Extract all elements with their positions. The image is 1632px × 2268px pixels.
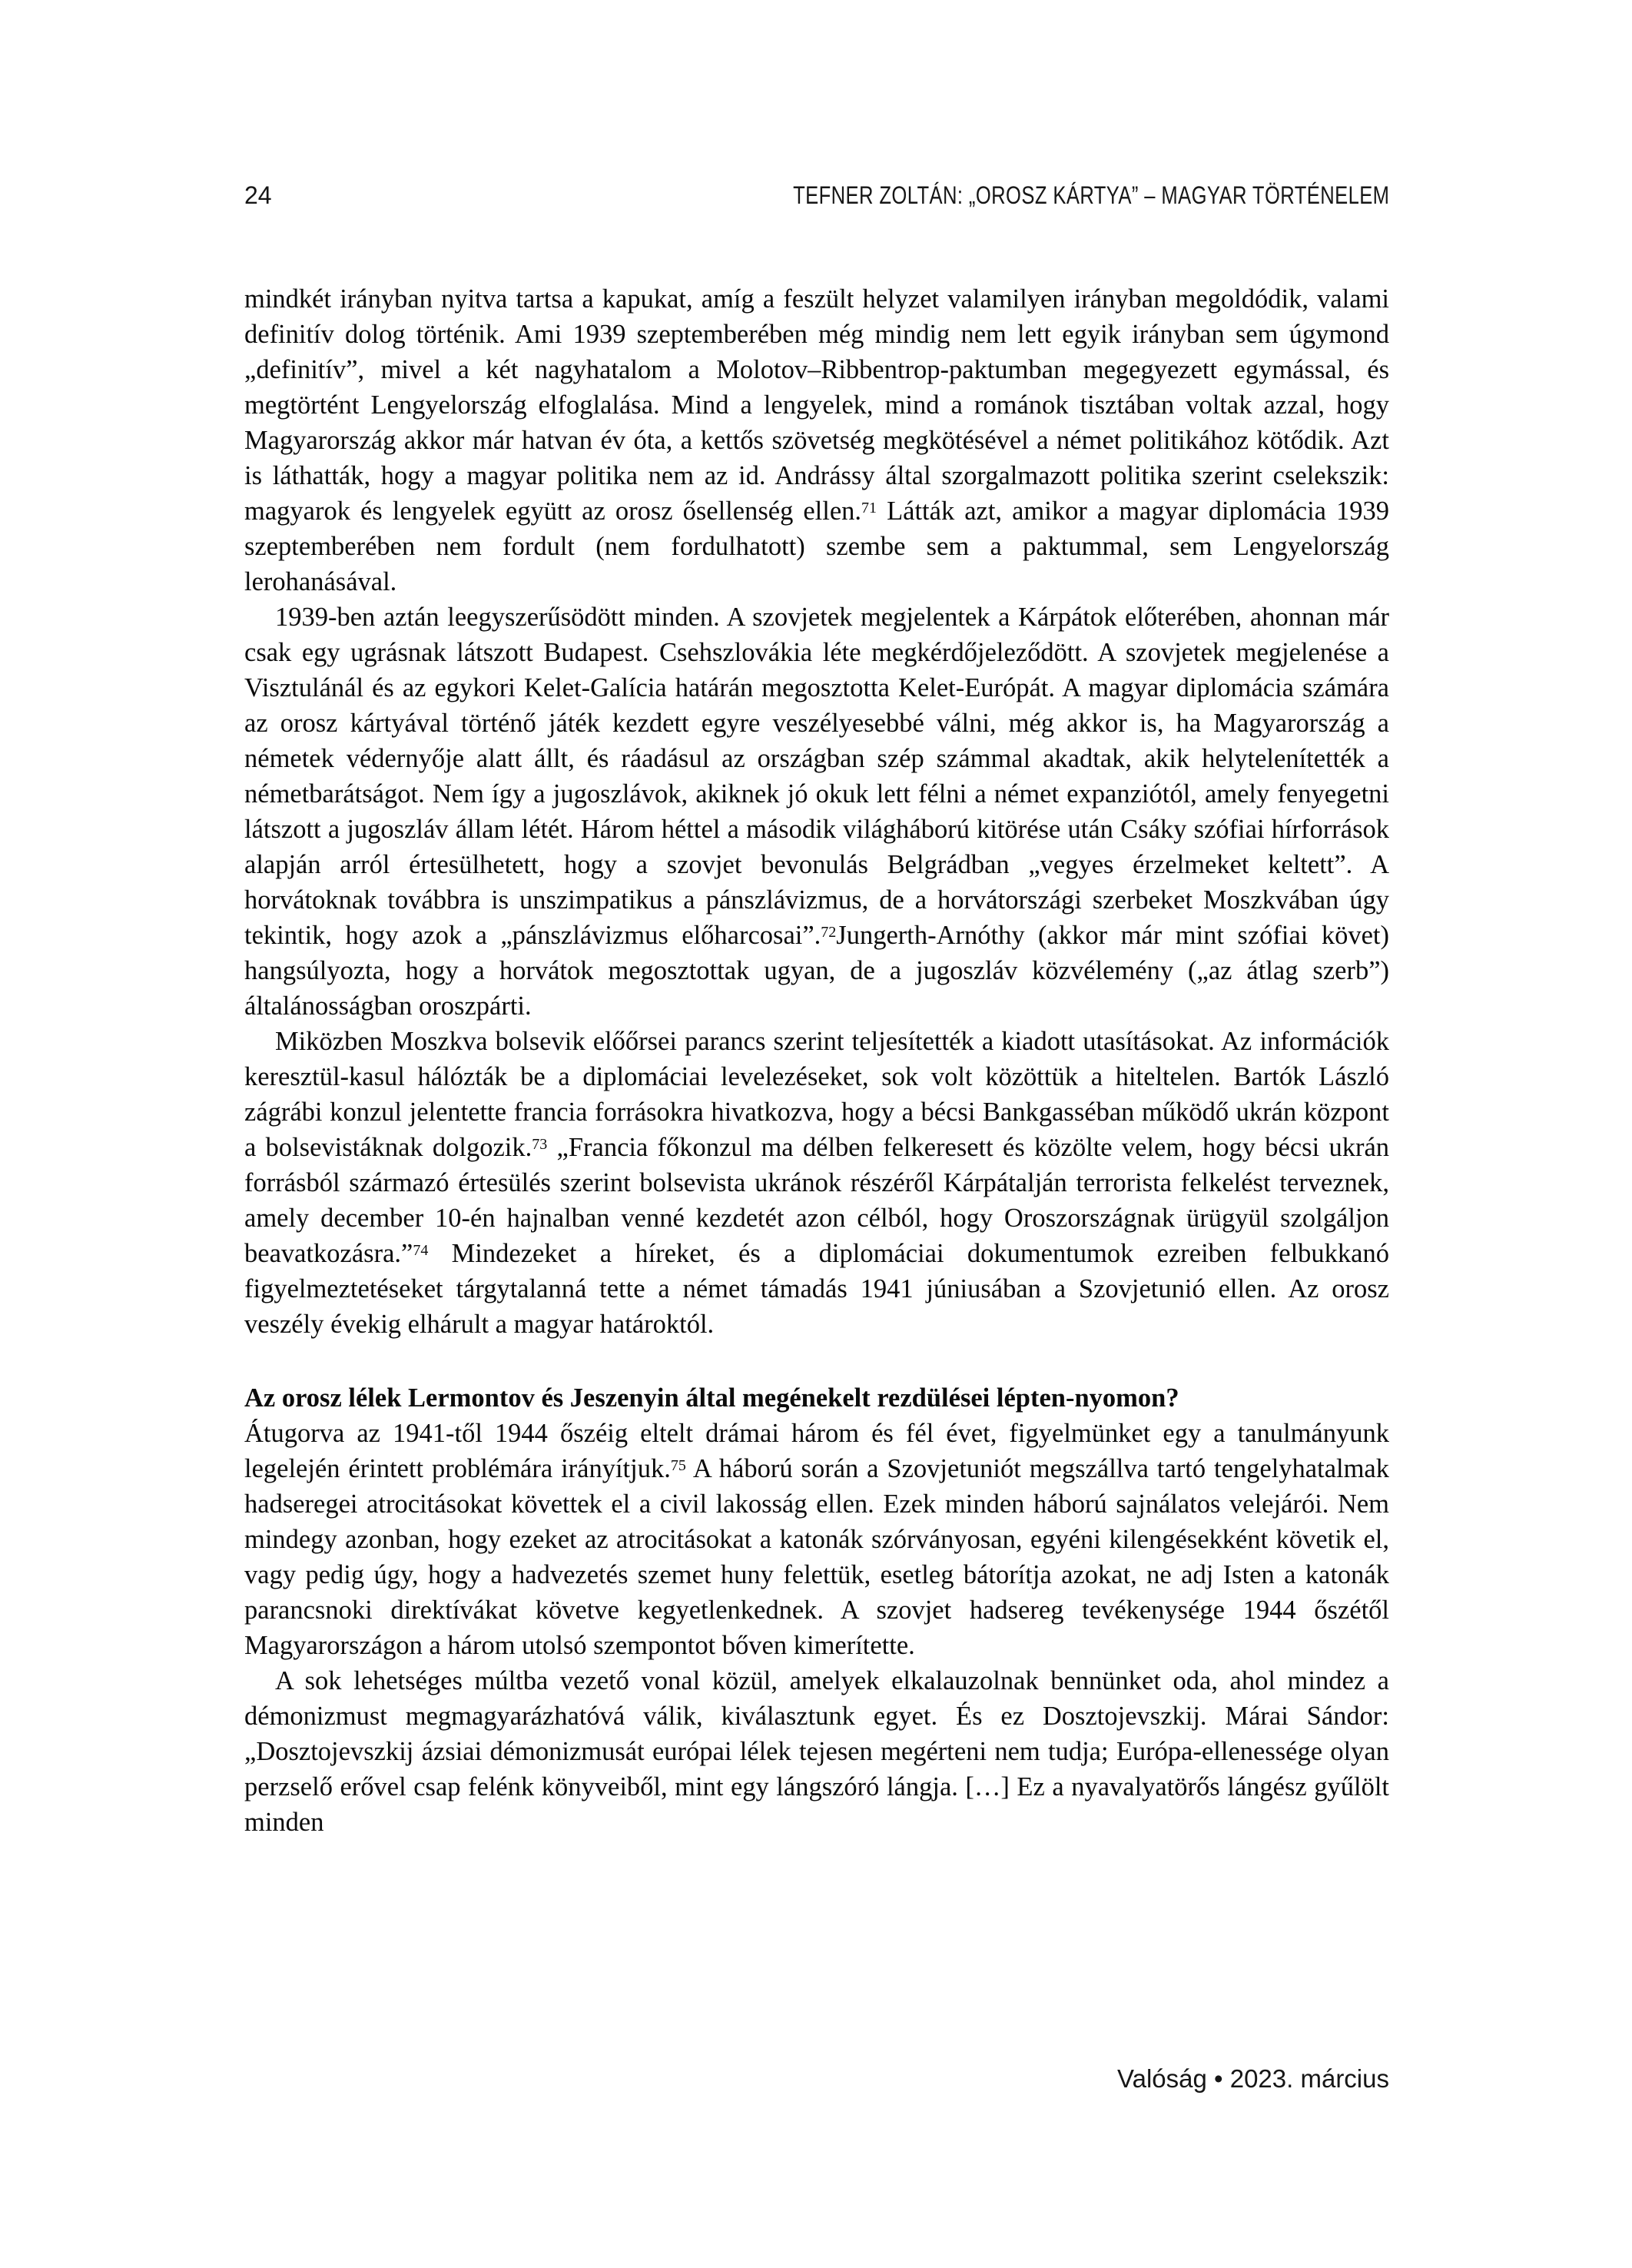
paragraph: Átugorva az 1941-től 1944 őszéig eltelt drámai három és fél évet, figyelmünket egy a tanulmányunk legelején érintett problémára irányítjuk.$^{75}$ A háború során a Szovjetuniót megszállva tartó tengelyhatalmak hadseregei atrocitásokat követtek el a civil lakosság ellen. Ezek minden háború sajnálatos velejárói. Nem mindegy azonban, hogy ezeket az atrocitásokat a katonák szórványosan, egyéni kilengésekként követik el, vagy pedig úgy, hogy a hadvezetés szemet huny felettük, esetleg bátorítja azokat, ne adj Isten a katonák parancsnoki direktívákat követve kegyetlenkednek. A szovjet hadsereg tevékenysége 1944 őszétől Magyarországon a három utolsó szempontot bőven kimerítette. [244,1419,1389,1660]
paragraph: A sok lehetséges múltba vezető vonal közül, amelyek elkalauzolnak bennünket oda, ahol mindez a démonizmust megmagyarázhatóvá válik, kiválasztunk egyet. És ez Dosztojevszkij. Márai Sándor: „Dosztojevszkij ázsiai démonizmusát európai lélek tejesen megérteni nem tudja; Európa-ellenessége olyan perzselő erővel csap felénk könyveiből, mint egy lángszóró lángja. […] Ez a nyavalyatörős lángész gyűlölt minden [244,1666,1389,1837]
section-heading: Az orosz lélek Lermontov és Jeszenyin által megénekelt rezdülései lépten-nyomon? [244,1383,1179,1413]
journal-footer-text: Valóság • 2023. március [1117,2064,1389,2093]
paragraph: 1939-ben aztán leegyszerűsödött minden. A szovjetek megjelentek a Kárpátok előterében, ahonnan már csak egy ugrásnak látszott Budapest. Csehszlovákia léte megkérdőjeleződött. A szovjetek megjelenése a Visztulánál és az egykori Kelet-Galícia határán megosztotta Kelet-Európát. A magyar diplomácia számára az orosz kártyával történő játék kezdett egyre veszélyesebbé válni, még akkor is, ha Magyarország a németek védernyője alatt állt, és ráadásul az országban szép számmal akadtak, akik helytelenítették a németbarátságot. Nem így a jugoszlávok, akiknek jó okuk lett félni a német expanziótól, amely fenyegetni látszott a jugoszláv állam létét. Három héttel a második világháború kitörése után Csáky szófiai hírforrások alapján arról értesülhetett, hogy a szovjet bevonulás Belgrádban „vegyes érzelmeket keltett”. A horvátoknak továbbra is unszimpatikus a pánszlávizmus, de a horvátországi szerbeket Moszkvában úgy tekintik, hogy azok a „pánszlávizmus előharcosai”.$^{72}$Jungerth-Arnóthy (akkor már mint szófiai követ) hangsúlyozta, hogy a horvátok megosztottak ugyan, de a jugoszláv közvélemény („az átlag szerb”) általánosságban oroszpárti. [244,603,1389,1021]
footnote-ref: 73 [532,1136,548,1153]
footnote-ref: 75 [670,1457,686,1474]
page-number: 24 [244,181,272,209]
running-title: TEFNER ZOLTÁN: „OROSZ KÁRTYA” – MAGYAR TÖRTÉNELEM [792,181,1389,209]
paragraph: Miközben Moszkva bolsevik előőrsei parancs szerint teljesítették a kiadott utasításokat. Az információk keresztül-kasul hálózták be a diplomáciai levelezéseket, sok volt közöttük a hiteltelen. Bartók László zágrábi konzul jelentette francia forrásokra hivatkozva, hogy a bécsi Bankgasséban működő ukrán központ a bolsevistáknak dolgozik.$^{73}$ „Francia főkonzul ma délben felkeresett és közölte velem, hogy bécsi ukrán forrásból származó értesülés szerint bolsevista ukránok részéről Kárpátalján terrorista felkelést terveznek, amely december 10-én hajnalban venné kezdetét azon célból, hogy Oroszországnak ürügyül szolgáljon beavatkozásra.”$^{74}$ Mindezeket a híreket, és a diplomáciai dokumentumok ezreiben felbukkanó figyelmeztetéseket tárgytalanná tette a német támadás 1941 júniusában a Szovjetunió ellen. Az orosz veszély évekig elhárult a magyar határoktól. [244,1027,1390,1339]
text-block [244,281,1389,1840]
paragraph: mindkét irányban nyitva tartsa a kapukat, amíg a feszült helyzet valamilyen irányban megoldódik, valami definitív dolog történik. Ami 1939 szeptemberében még mindig nem lett egyik irányban sem úgymond „definitív”, mivel a két nagyhatalom a Molotov–Ribbentrop-paktumban megegyezett egymással, és megtörtént Lengyelország elfoglalása. Mind a lengyelek, mind a románok tisztában voltak azzal, hogy Magyarország akkor már hatvan év óta, a kettős szövetség megkötésével a német politikához kötődik. Azt is láthatták, hogy a magyar politika nem az id. Andrássy által szorgalmazott politika szerint cselekszik: magyarok és lengyelek együtt az orosz ősellenség ellen.$^{71}$ Látták azt, amikor a magyar diplomácia 1939 szeptemberében nem fordult (nem fordulhatott) szembe sem a paktummal, sem Lengyelország lerohanásával. [244,284,1390,596]
page-header [244,181,1389,210]
page-footer [244,2064,1389,2094]
footnote-ref: 71 [861,500,877,516]
footnote-ref: 72 [821,924,837,941]
footnote-ref: 74 [413,1242,429,1259]
